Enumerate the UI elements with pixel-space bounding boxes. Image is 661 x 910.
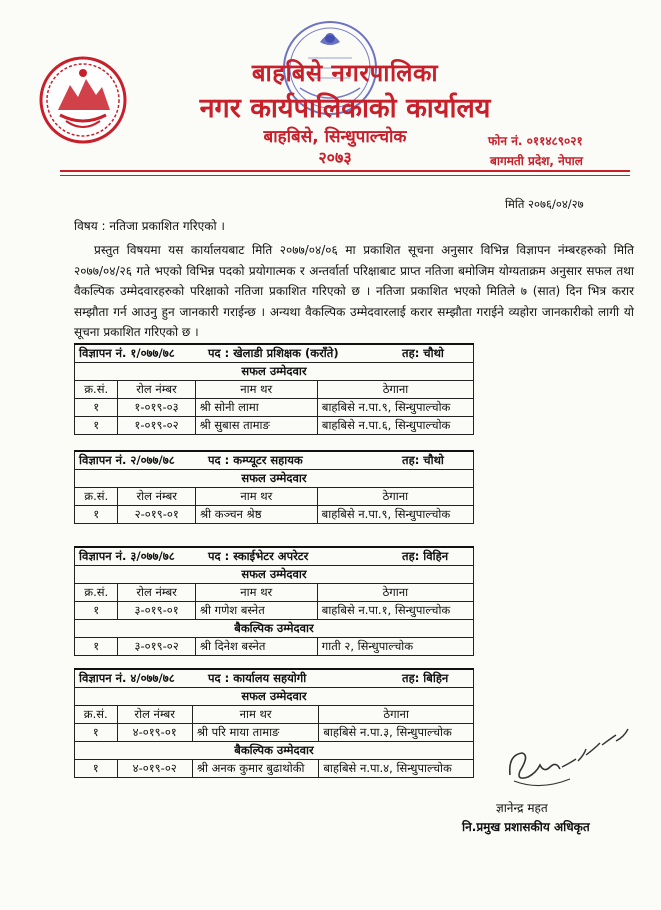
post-level: तह: बिहिन [402, 671, 449, 685]
table-row [75, 399, 474, 417]
cell-name: श्री कञ्चन श्रेष्ठ [196, 506, 318, 524]
post-name: पद : कार्यालय सहयोगी [208, 671, 307, 685]
result-table-2 [74, 450, 474, 524]
column-headers [75, 488, 474, 506]
ad-number: विज्ञापन नं. १/०७७/७८ [79, 346, 175, 360]
col-roll: रोल नंम्बर [117, 706, 192, 724]
cell-address: बाहबिसे न.पा.६, सिन्धुपाल्चोक [317, 417, 473, 435]
established-year: २०७३ [318, 148, 352, 167]
col-roll: रोल नंम्बर [118, 584, 195, 602]
cell-sn: १ [75, 638, 118, 656]
table-header [75, 547, 474, 566]
ad-number: विज्ञापन नं. ४/०७७/७८ [79, 671, 175, 685]
table-row [75, 760, 474, 778]
cell-name: श्री परि माया तामाङ [192, 724, 318, 742]
column-headers [75, 706, 474, 724]
col-name: नाम थर [192, 706, 318, 724]
table-header [75, 669, 474, 688]
post-name: पद : खेलाडी प्रशिक्षक (कराँते) [208, 346, 339, 360]
cell-name: श्री सुबास तामाङ [195, 417, 317, 435]
post-level: तह: चौथो [402, 453, 444, 467]
cell-address: बाहबिसे न.पा.९, सिन्धुपाल्चोक [317, 399, 473, 417]
col-sn: क्र.सं. [75, 584, 118, 602]
col-address: ठेगाना [319, 706, 474, 724]
cell-roll: ४-०१९-०१ [117, 724, 192, 742]
alternate-label: बैकल्पिक उम्मेदवार [75, 620, 474, 638]
cell-roll: १-०१९-०२ [118, 417, 195, 435]
cell-name: श्री अनक कुमार बुढाथोकी [192, 760, 318, 778]
table-row [75, 417, 474, 435]
col-address: ठेगाना [317, 584, 473, 602]
letter-date: मिति २०७६/०४/२७ [505, 197, 584, 211]
cell-sn: १ [75, 602, 118, 620]
table-row [75, 638, 474, 656]
result-table-4 [74, 668, 474, 778]
col-sn: क्र.सं. [75, 488, 118, 506]
col-name: नाम थर [196, 488, 318, 506]
table-header [75, 344, 474, 363]
col-address: ठेगाना [317, 488, 473, 506]
alternate-label: बैकल्पिक उम्मेदवार [75, 742, 474, 760]
header-rule-top [60, 170, 630, 172]
cell-roll: ३-०१९-०२ [118, 638, 195, 656]
signer-title: नि.प्रमुख प्रशासकीय अधिकृत [462, 820, 590, 834]
col-address: ठेगाना [317, 381, 473, 399]
table-row [75, 602, 474, 620]
table-header [75, 451, 474, 470]
post-level: तह: विहिन [402, 549, 449, 563]
cell-roll: ४-०१९-०२ [117, 760, 192, 778]
signer-name: ज्ञानेन्द्र महत [496, 801, 548, 815]
cell-roll: ३-०१९-०१ [118, 602, 195, 620]
cell-address: बाहबिसे न.पा.४, सिन्धुपाल्चोक [319, 760, 474, 778]
cell-address: गाती २, सिन्धुपाल्चोक [317, 638, 473, 656]
header-rule-bottom [60, 175, 630, 176]
cell-address: बाहबिसे न.पा.३, सिन्धुपाल्चोक [319, 724, 474, 742]
column-headers [75, 584, 474, 602]
ad-number: विज्ञापन नं. ३/०७७/७८ [79, 549, 175, 563]
result-table-3 [74, 546, 474, 656]
table-row [75, 506, 474, 524]
cell-sn: १ [75, 506, 118, 524]
office-address: बाहबिसे, सिन्धुपाल्चोक [263, 127, 407, 147]
cell-roll: १-०१९-०३ [118, 399, 195, 417]
col-roll: रोल नंम्बर [118, 381, 195, 399]
nepal-emblem-icon [38, 55, 128, 145]
successful-label: सफल उम्मेदवार [75, 470, 474, 488]
cell-sn: १ [75, 724, 118, 742]
letter-body: प्रस्तुत विषयमा यस कार्यालयबाट मिति २०७७/०४/०६ मा प्रकाशित सूचना अनुसार विभिन्न विज्ञापन नंम्बरहरुको मिति २०७७/०४/२६ गते भएको विभिन्न पदको प्रयोगात्मक र अन्तर्वार्ता परिक्षाबाट प्राप्त नतिजा बमोजिम योग्यताक्रम अनुसार सफल तथा वैकल्पिक उम्मेदवारहरुको परिक्षाको नतिजा प्रकाशित गरिएको छ । नतिजा प्रकाशित भएको मितिले ७ (सात) दिन भित्र करार सम्झौता गर्न आउनु हुन जानकारी गराईन्छ । अन्यथा वैकल्पिक उम्मेदवारलाई करार सम्झौता गराईने व्यहोरा जानकारीको लागी यो सूचना प्रकाशित गरिएको छ । [74, 243, 634, 339]
cell-roll: २-०१९-०१ [118, 506, 196, 524]
office-name: नगर कार्यपालिकाको कार्यालय [199, 93, 491, 124]
phone-number: फोन नं. ०११४८९०२१ [488, 134, 583, 148]
col-name: नाम थर [195, 381, 317, 399]
province-name: बागमती प्रदेश, नेपाल [490, 154, 583, 168]
successful-label: सफल उम्मेदवार [75, 566, 474, 584]
cell-name: श्री दिनेश बस्नेत [195, 638, 317, 656]
table-row [75, 724, 474, 742]
col-sn: क्र.सं. [75, 706, 118, 724]
cell-sn: १ [75, 417, 118, 435]
cell-name: श्री सोनी लामा [195, 399, 317, 417]
col-name: नाम थर [195, 584, 317, 602]
letter-subject: विषय : नतिजा प्रकाशित गरिएको । [74, 219, 225, 233]
cell-sn: १ [75, 399, 118, 417]
cell-name: श्री गणेश बस्नेत [195, 602, 317, 620]
post-level: तह: चौथो [402, 346, 444, 360]
municipality-name: बाहबिसे नगरपालिका [251, 59, 439, 87]
col-roll: रोल नंम्बर [118, 488, 196, 506]
result-table-1 [74, 343, 474, 435]
successful-label: सफल उम्मेदवार [75, 688, 474, 706]
ad-number: विज्ञापन नं. २/०७७/७८ [79, 453, 175, 467]
cell-sn: १ [75, 760, 118, 778]
post-name: पद : कम्प्यूटर सहायक [208, 453, 303, 467]
col-sn: क्र.सं. [75, 381, 118, 399]
column-headers [75, 381, 474, 399]
cell-address: बाहबिसे न.पा.९, सिन्धुपाल्चोक [317, 506, 473, 524]
post-name: पद : स्काईभेटर अपरेटर [208, 549, 309, 563]
cell-address: बाहबिसे न.पा.१, सिन्धुपाल्चोक [317, 602, 473, 620]
handwritten-signature [500, 715, 640, 795]
successful-label: सफल उम्मेदवार [75, 363, 474, 381]
